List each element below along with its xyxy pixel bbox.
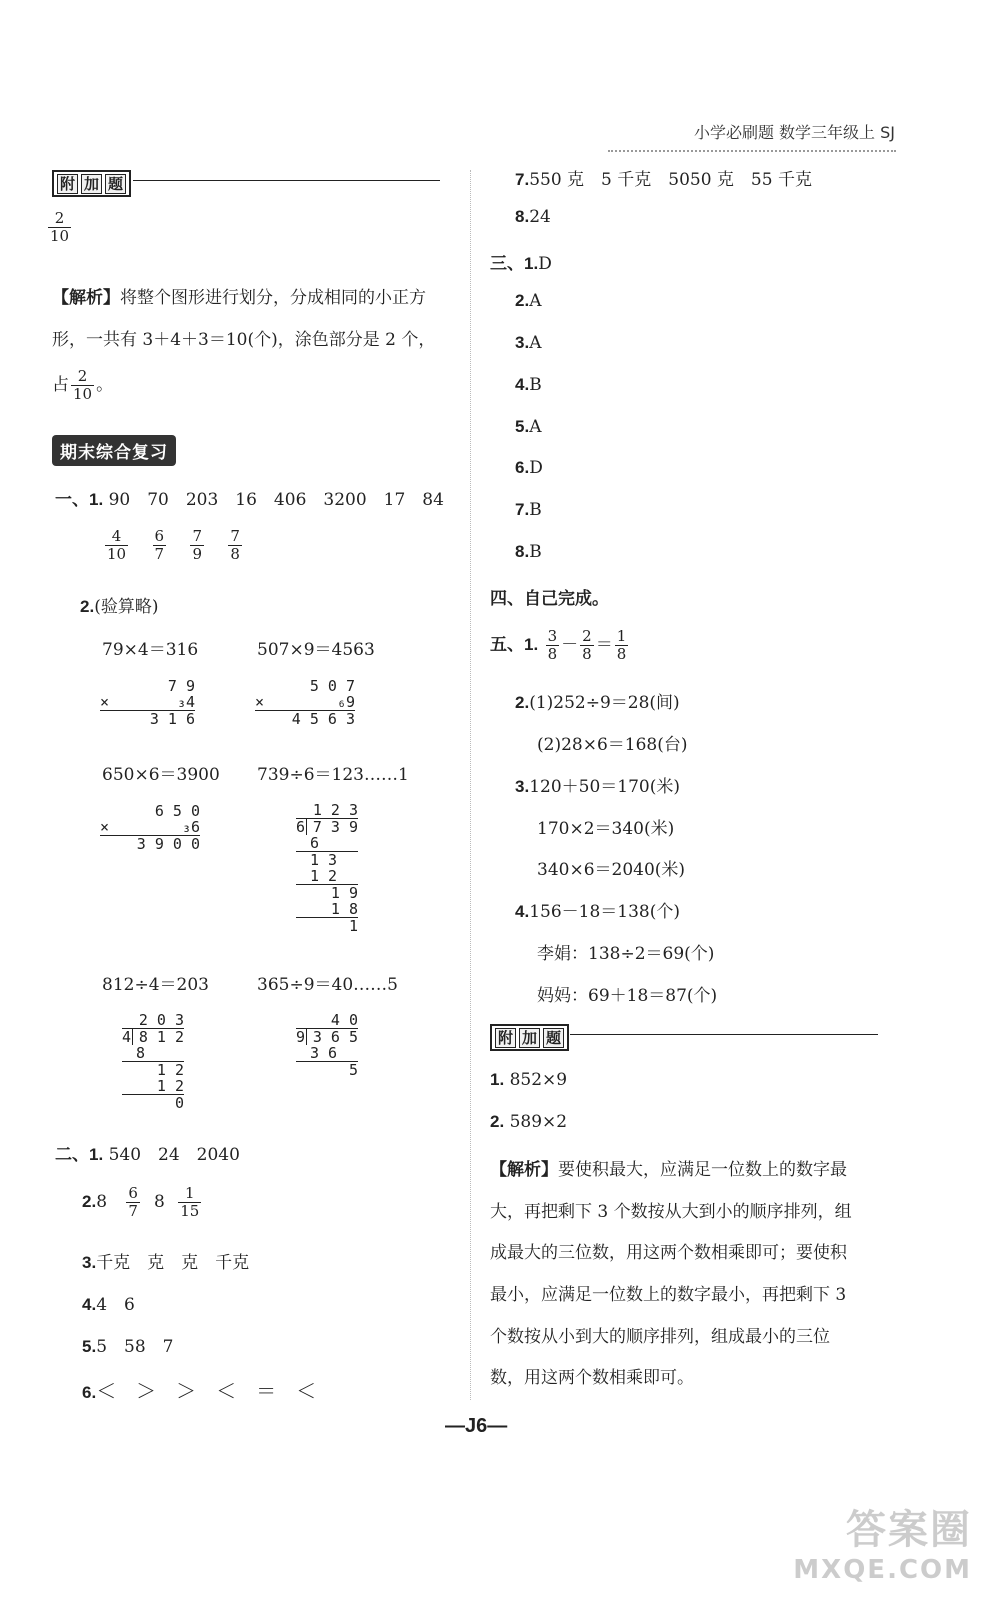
r-q8: 8.24 — [515, 207, 551, 227]
vertical-calc-650x6: 6 5 0 × ₃6 3 9 0 0 — [100, 802, 200, 853]
eq-650x6: 650×6＝3900 — [102, 765, 220, 785]
s3-q3: 3.A — [515, 333, 542, 353]
fujia-badge-left: 附 加 题 — [52, 170, 131, 197]
q2-1: 二、1. 540 24 2040 — [55, 1145, 240, 1165]
page-number: —J6— — [445, 1415, 508, 1437]
s5-q4b: 李娟：138÷2＝69(个) — [537, 944, 715, 964]
running-header: 小学必刷题 数学三年级上 SJ — [693, 123, 895, 142]
q2-6: 6.＜ ＞ ＞ ＜ ＝ ＜ — [82, 1379, 317, 1403]
vertical-calc-79x4: 7 9 × ₃4 3 1 6 — [100, 677, 195, 728]
r-q7: 7.550 克 5 千克 5050 克 55 千克 — [515, 170, 812, 190]
f-q2: 2. 589×2 — [490, 1112, 568, 1132]
badge-rule-right — [570, 1034, 878, 1035]
s5-q4a: 4.156－18＝138(个) — [515, 902, 680, 922]
analysis-r-3: 成最大的三位数，用这两个数相乘即可；要使积 — [490, 1243, 847, 1263]
column-divider — [470, 170, 471, 1400]
eq-739div6: 739÷6＝123……1 — [257, 765, 409, 785]
s3-q2: 2.A — [515, 291, 542, 311]
s3-q1: 三、1.D — [490, 254, 552, 274]
watermark-logo: 答案圈 MXQE.COM — [793, 1507, 972, 1585]
header-divider — [608, 150, 896, 152]
analysis-r-6: 数，用这两个数相乘即可。 — [490, 1368, 694, 1388]
s5-q3a: 3.120＋50＝170(米) — [515, 777, 680, 797]
s3-q8: 8.B — [515, 542, 542, 562]
analysis-r-1: 【解析】要使积最大，应满足一位数上的数字最 — [490, 1160, 847, 1180]
analysis-r-5: 个数按从小到大的顺序排列，组成最小的三位 — [490, 1327, 830, 1347]
eq-79x4: 79×4＝316 — [102, 640, 199, 660]
q2-5: 5.5 58 7 — [82, 1337, 174, 1357]
analysis-line-2: 形，一共有 3＋4＋3＝10(个)，涂色部分是 2 个， — [52, 330, 436, 350]
section-badge-final-review: 期末综合复习 — [52, 435, 176, 466]
eq-507x9: 507×9＝4563 — [257, 640, 375, 660]
s5-q2a: 2.(1)252÷9＝28(间) — [515, 693, 680, 713]
s3-q6: 6.D — [515, 458, 543, 478]
long-division-739div6: 1 2 3 6 7 3 9 6 1 3 1 2 1 9 1 8 1 — [296, 801, 358, 935]
s5-q2b: (2)28×6＝168(台) — [537, 735, 688, 755]
vertical-calc-507x9: 5 0 7 × ₆9 4 5 6 3 — [255, 677, 355, 728]
eq-812div4: 812÷4＝203 — [102, 975, 209, 995]
analysis-r-2: 大，再把剩下 3 个数按从大到小的顺序排列，组 — [490, 1202, 852, 1222]
q1-1: 一、1. 90 70 203 16 406 3200 17 84 — [55, 490, 444, 510]
s3-q4: 4.B — [515, 375, 542, 395]
analysis-line-3: 占 $\frac{2}{10}$ 。 — [52, 367, 114, 403]
q1-1-fractions: $\frac{4}{10}$ $\frac{6}{7}$ $\frac{7}{9}$ $\frac{7}{8}$ — [107, 527, 240, 563]
s3-q7: 7.B — [515, 500, 542, 520]
badge-rule — [133, 180, 440, 181]
long-division-365div9: 4 0 9 3 6 5 3 6 5 — [296, 1011, 358, 1079]
s5-q3b: 170×2＝340(米) — [537, 819, 675, 839]
q1-2: 2.(验算略) — [80, 597, 159, 617]
fujia-answer-fraction: $\frac{2}{10}$ — [50, 209, 70, 245]
q2-3: 3.千克 克 克 千克 — [82, 1253, 250, 1273]
fujia-badge-right: 附 加 题 — [490, 1024, 569, 1051]
s5-q1: 五、1. $\frac{3}{8}$ － $\frac{2}{8}$ ＝ $\frac{1}{8}$ — [490, 627, 627, 663]
s3-q5: 5.A — [515, 417, 542, 437]
long-division-812div4: 2 0 3 4 8 1 2 8 1 2 1 2 0 — [122, 1011, 184, 1112]
analysis-r-4: 最小，应满足一位数上的数字最小，再把剩下 3 — [490, 1285, 847, 1305]
q2-2: 2.8 $\frac{6}{7}$ 8 $\frac{1}{15}$ — [82, 1184, 200, 1220]
s5-q4c: 妈妈：69＋18＝87(个) — [537, 986, 718, 1006]
analysis-line-1: 【解析】将整个图形进行划分，分成相同的小正方 — [52, 288, 426, 308]
s5-q3c: 340×6＝2040(米) — [537, 860, 686, 880]
eq-365div9: 365÷9＝40……5 — [257, 975, 398, 995]
f-q1: 1. 852×9 — [490, 1070, 568, 1090]
q2-4: 4.4 6 — [82, 1295, 135, 1315]
s4: 四、自己完成。 — [490, 589, 609, 609]
